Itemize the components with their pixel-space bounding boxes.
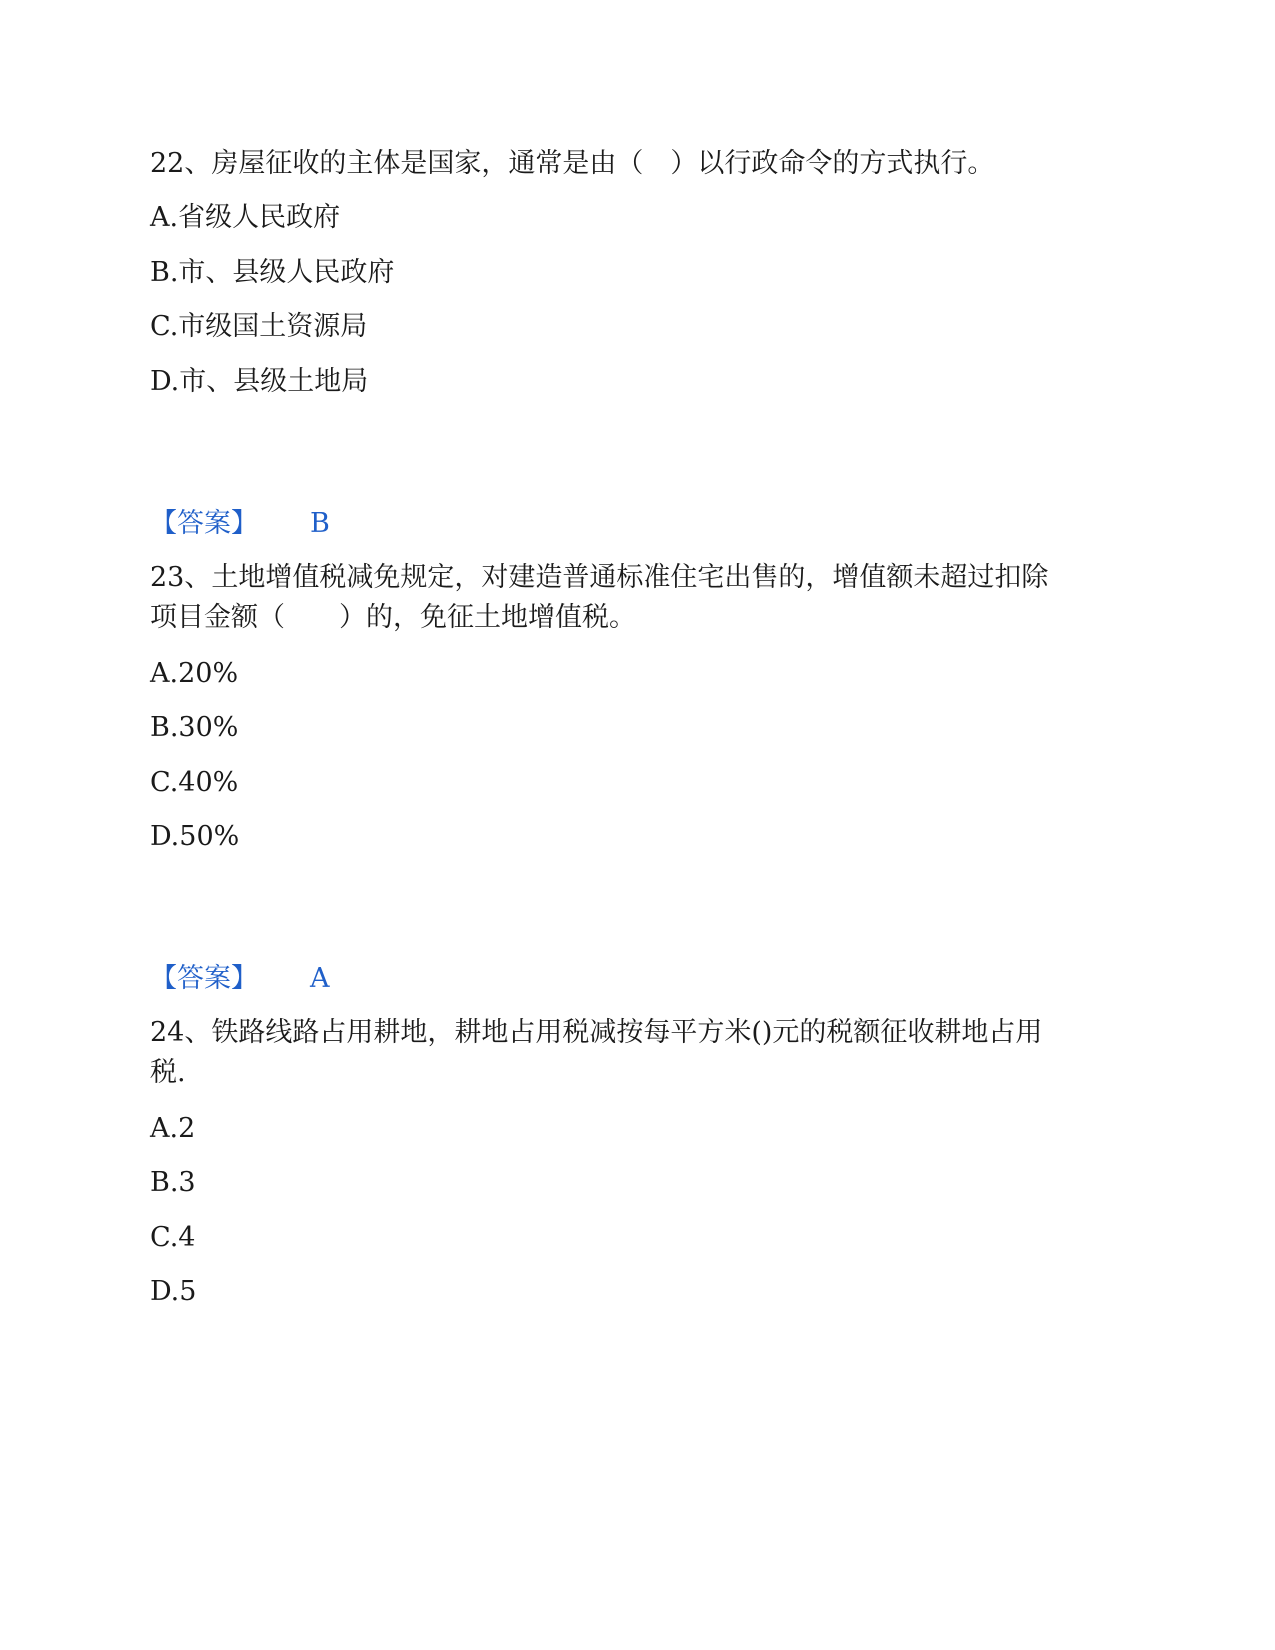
question-23-answer: [150, 959, 330, 999]
question-24-text-line-2: 税.: [150, 1057, 186, 1088]
answer-label: 【答案】: [150, 963, 258, 994]
question-22-option-b: B.市、县级人民政府: [150, 257, 395, 288]
question-23-option-d: D.50%: [150, 821, 240, 852]
question-22-option-c: C.市级国土资源局: [150, 311, 368, 342]
answer-label: 【答案】: [150, 508, 258, 539]
question-22-answer: [150, 504, 330, 544]
question-23-option-a: A.20%: [150, 658, 239, 689]
question-24-option-b: B.3: [150, 1167, 196, 1198]
question-22-text: 22、房屋征收的主体是国家，通常是由（ ）以行政命令的方式执行。: [150, 148, 995, 179]
question-22-option-a: A.省级人民政府: [150, 202, 341, 233]
question-24-option-d: D.5: [150, 1276, 197, 1307]
question-24-text-line-1: 24、铁路线路占用耕地，耕地占用税减按每平方米()元的税额征收耕地占用: [150, 1017, 1043, 1048]
question-24-option-a: A.2: [150, 1113, 196, 1144]
answer-value: A: [310, 963, 330, 994]
answer-value: B: [310, 508, 330, 539]
question-23-option-b: B.30%: [150, 712, 239, 743]
question-24-option-c: C.4: [150, 1222, 196, 1253]
question-23-text-line-1: 23、土地增值税减免规定，对建造普通标准住宅出售的，增值额未超过扣除: [150, 562, 1049, 593]
question-22-option-d: D.市、县级土地局: [150, 366, 369, 397]
question-23-text-line-2: 项目金额（ ）的，免征土地增值税。: [150, 602, 636, 633]
question-23-option-c: C.40%: [150, 767, 239, 798]
